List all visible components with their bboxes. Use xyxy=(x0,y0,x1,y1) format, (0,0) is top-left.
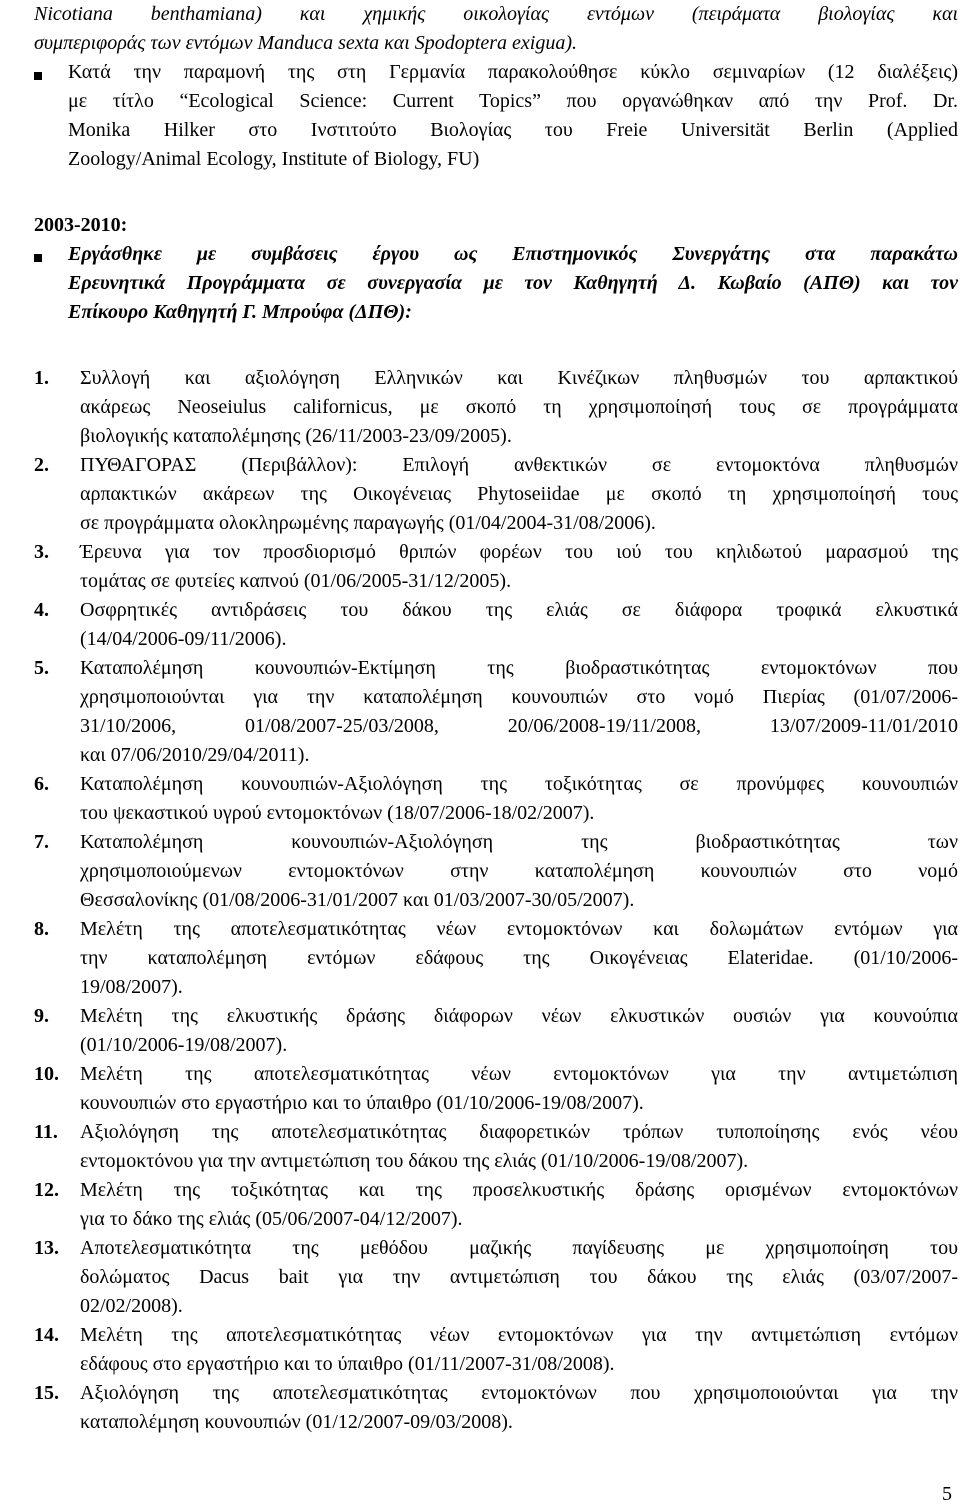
intro-text-2: συμπεριφοράς των εντόμων Manduca sexta και Spodoptera exigua). xyxy=(34,32,577,54)
document-page xyxy=(34,0,958,1437)
list-item-line: Μελέτη της ελκυστικής δράσης διάφορων νέων ελκυστικών ουσιών για κουνούπια xyxy=(80,1005,958,1027)
list-item xyxy=(34,1379,958,1437)
list-item-line: του ψεκαστικού υγρού εντομοκτόνων (18/07/2006-18/02/2007). xyxy=(80,802,595,824)
list-item-number: 2. xyxy=(34,454,49,476)
list-item-line: Μελέτη της αποτελεσματικότητας νέων εντομοκτόνων για την αντιμετώπιση εντόμων xyxy=(80,1324,958,1346)
list-item-line: κουνουπιών στο εργαστήριο και το ύπαιθρο (01/10/2006-19/08/2007). xyxy=(80,1092,644,1114)
project-list xyxy=(34,364,958,1437)
list-item xyxy=(34,654,958,770)
list-item-line: 19/08/2007). xyxy=(80,976,183,998)
list-item-line: (01/10/2006-19/08/2007). xyxy=(80,1034,288,1056)
list-item-line: Μελέτη της αποτελεσματικότητας νέων εντομοκτόνων για την αντιμετώπιση xyxy=(80,1063,958,1085)
list-item xyxy=(34,1234,958,1321)
list-item xyxy=(34,828,958,915)
list-item-line: ακάρεως Neoseiulus californicus, με σκοπό τη χρησιμοποίησή τους σε προγράμματα xyxy=(80,396,958,418)
list-item-number: 8. xyxy=(34,918,49,940)
intro-line-2 xyxy=(34,29,958,58)
list-item-number: 13. xyxy=(34,1237,59,1259)
seminar-line: Κατά την παραμονή της στη Γερμανία παρακολούθησε κύκλο σεμιναρίων (12 διαλέξεις) xyxy=(68,61,958,83)
list-item xyxy=(34,770,958,828)
list-item xyxy=(34,451,958,538)
list-item-number: 7. xyxy=(34,831,49,853)
list-item-line: χρησιμοποιούνται για την καταπολέμηση κουνουπιών στο νομό Πιερίας (01/07/2006- xyxy=(80,686,958,708)
list-item-line: για το δάκο της ελιάς (05/06/2007-04/12/2007). xyxy=(80,1208,463,1230)
period-heading-line: Εργάσθηκε με συμβάσεις έργου ως Επιστημονικός Συνεργάτης στα παρακάτω xyxy=(68,243,958,265)
list-item xyxy=(34,1321,958,1379)
list-item-number: 15. xyxy=(34,1382,59,1404)
list-item-line: χρησιμοποιούμενων εντομοκτόνων στην καταπολέμηση κουνουπιών στο νομό xyxy=(80,860,958,882)
list-item-line: τομάτας σε φυτείες καπνού (01/06/2005-31/12/2005). xyxy=(80,570,512,592)
square-bullet-icon xyxy=(34,68,42,84)
seminar-line: Zoology/Animal Ecology, Institute of Biology, FU) xyxy=(68,148,480,170)
list-item xyxy=(34,596,958,654)
list-item-number: 12. xyxy=(34,1179,59,1201)
intro-text-1: Nicotiana benthamiana) και χημικής οικολογίας εντόμων (πειράματα βιολογίας και xyxy=(34,3,958,25)
list-item-line: 31/10/2006, 01/08/2007-25/03/2008, 20/06/2008-19/11/2008, 13/07/2009-11/01/2010 xyxy=(80,715,958,737)
list-item xyxy=(34,1060,958,1118)
list-item-number: 1. xyxy=(34,367,49,389)
period-bullet xyxy=(34,240,958,327)
list-item-line: Θεσσαλονίκης (01/08/2006-31/01/2007 και 01/03/2007-30/05/2007). xyxy=(80,889,635,911)
list-item-number: 11. xyxy=(34,1121,58,1143)
list-item xyxy=(34,1002,958,1060)
list-item-number: 6. xyxy=(34,773,49,795)
list-item xyxy=(34,538,958,596)
period-heading-line: Επίκουρο Καθηγητή Γ. Μπρούφα (ΔΠΘ): xyxy=(68,301,412,323)
seminar-bullet xyxy=(34,58,958,174)
period-years: 2003-2010: xyxy=(34,214,128,236)
list-item-line: Αξιολόγηση της αποτελεσματικότητας διαφορετικών τρόπων τυποποίησης ενός νέου xyxy=(80,1121,958,1143)
list-item-line: 02/02/2008). xyxy=(80,1295,183,1317)
list-item-line: Μελέτη της αποτελεσματικότητας νέων εντομοκτόνων και δολωμάτων εντόμων για xyxy=(80,918,958,940)
list-item-line: βιολογικής καταπολέμησης (26/11/2003-23/09/2005). xyxy=(80,425,512,447)
list-item-line: Οσφρητικές αντιδράσεις του δάκου της ελιάς σε διάφορα τροφικά ελκυστικά xyxy=(80,599,958,621)
list-item-line: Συλλογή και αξιολόγηση Ελληνικών και Κινέζικων πληθυσμών του αρπακτικού xyxy=(80,367,958,389)
list-item-line: την καταπολέμηση εντόμων εδάφους της Οικογένειας Elateridae. (01/10/2006- xyxy=(80,947,958,969)
list-item-number: 9. xyxy=(34,1005,49,1027)
list-item xyxy=(34,915,958,1002)
list-item-number: 14. xyxy=(34,1324,59,1346)
list-item-line: Καταπολέμηση κουνουπιών-Αξιολόγηση της βιοδραστικότητας των xyxy=(80,831,958,853)
list-item-line: Καταπολέμηση κουνουπιών-Αξιολόγηση της τοξικότητας σε προνύμφες κουνουπιών xyxy=(80,773,958,795)
list-item-number: 4. xyxy=(34,599,49,621)
list-item xyxy=(34,1118,958,1176)
list-item xyxy=(34,1176,958,1234)
seminar-line: με τίτλο “Ecological Science: Current Topics” που οργανώθηκαν από την Prof. Dr. xyxy=(68,90,958,112)
list-item-line: και 07/06/2010/29/04/2011). xyxy=(80,744,310,766)
list-item-line: σε προγράμματα ολοκληρωμένης παραγωγής (01/04/2004-31/08/2006). xyxy=(80,512,656,534)
list-item-line: Μελέτη της τοξικότητας και της προσελκυστικής δράσης ορισμένων εντομοκτόνων xyxy=(80,1179,958,1201)
list-item-number: 10. xyxy=(34,1063,59,1085)
list-item-line: Καταπολέμηση κουνουπιών-Εκτίμηση της βιοδραστικότητας εντομοκτόνων που xyxy=(80,657,958,679)
list-item-line: Αποτελεσματικότητα της μεθόδου μαζικής παγίδευσης με χρησιμοποίηση του xyxy=(80,1237,958,1259)
list-item-number: 5. xyxy=(34,657,49,679)
square-bullet-icon xyxy=(34,250,42,266)
list-item-line: ΠΥΘΑΓΟΡΑΣ (Περιβάλλον): Επιλογή ανθεκτικών σε εντομοκτόνα πληθυσμών xyxy=(80,454,958,476)
list-item-line: καταπολέμηση κουνουπιών (01/12/2007-09/03/2008). xyxy=(80,1411,513,1433)
intro-line-1 xyxy=(34,0,958,29)
period-heading-line: Ερευνητικά Προγράμματα σε συνεργασία με τον Καθηγητή Δ. Κωβαίο (ΑΠΘ) και τον xyxy=(68,272,958,294)
list-item-line: αρπακτικών ακάρεων της Οικογένειας Phytoseiidae με σκοπό τη χρησιμοποίησή τους xyxy=(80,483,958,505)
list-item-line: εδάφους στο εργαστήριο και το ύπαιθρο (01/11/2007-31/08/2008). xyxy=(80,1353,615,1375)
list-item-line: (14/04/2006-09/11/2006). xyxy=(80,628,287,650)
page-number: 5 xyxy=(942,1483,952,1505)
list-item-number: 3. xyxy=(34,541,49,563)
seminar-line: Monika Hilker στο Ινστιτούτο Βιολογίας του Freie Universität Berlin (Applied xyxy=(68,119,958,141)
list-item-line: εντομοκτόνου για την αντιμετώπιση του δάκου της ελιάς (01/10/2006-19/08/2007). xyxy=(80,1150,749,1172)
list-item-line: Αξιολόγηση της αποτελεσματικότητας εντομοκτόνων που χρησιμοποιούνται για την xyxy=(80,1382,958,1404)
list-item-line: Έρευνα για τον προσδιορισμό θριπών φορέων του ιού του κηλιδωτού μαρασμού της xyxy=(80,541,958,563)
list-item-line: δολώματος Dacus bait για την αντιμετώπιση του δάκου της ελιάς (03/07/2007- xyxy=(80,1266,958,1288)
list-item xyxy=(34,364,958,451)
